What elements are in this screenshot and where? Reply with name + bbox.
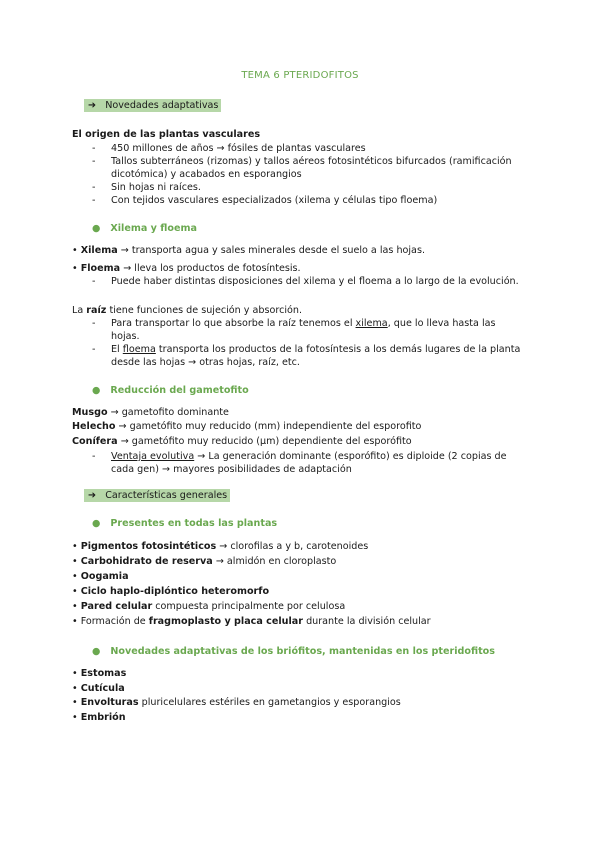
list-item: - Para transportar lo que absorbe la raíz tenemos el xilema, que lo lleva hasta las — [92, 318, 496, 329]
helecho-line: Helecho → gametófito muy reducido (mm) independiente del esporofito — [72, 421, 422, 432]
list-item: • Oogamia — [72, 571, 129, 582]
bullet-icon: ● — [92, 223, 101, 234]
list-item: - Tallos subterráneos (rizomas) y tallos aéreos fotosintéticos bifurcados (ramificación — [92, 156, 512, 167]
subheading-presentes: ● Presentes en todas las plantas — [92, 518, 278, 529]
list-item: • Formación de fragmoplasto y placa celular durante la división celular — [72, 616, 431, 627]
list-item: • Cutícula — [72, 683, 125, 694]
section-label: Características generales — [105, 490, 228, 501]
subheading-gametofito: ● Reducción del gametofito — [92, 385, 249, 396]
bullet-icon: ● — [92, 518, 101, 529]
origen-heading: El origen de las plantas vasculares — [72, 129, 261, 140]
raiz-line: La raíz tiene funciones de sujeción y absorción. — [72, 305, 303, 316]
list-item: • Ciclo haplo-diplóntico heteromorfo — [72, 586, 270, 597]
subheading-briofitos: ● Novedades adaptativas de los briófitos, mantenidas en los pteridofitos — [92, 646, 495, 657]
page-title: TEMA 6 PTERIDOFITOS — [241, 70, 359, 81]
list-item-continuation: cada gen) → mayores posibilidades de adaptación — [111, 464, 352, 475]
list-item: - El floema transporta los productos de la fotosíntesis a los demás lugares de la planta — [92, 344, 521, 355]
list-item: • Carbohidrato de reserva → almidón en cloroplasto — [72, 556, 337, 567]
list-item-continuation: desde las hojas → otras hojas, raíz, etc. — [111, 357, 300, 368]
list-item: • Estomas — [72, 668, 127, 679]
list-item-continuation: dicotómica) y acabados en esporangios — [111, 169, 302, 180]
list-item: - Con tejidos vasculares especializados (xilema y células tipo floema) — [92, 195, 438, 206]
section-label: Novedades adaptativas — [105, 100, 219, 111]
arrow-right-icon: ➔ — [88, 490, 97, 501]
list-item: - Ventaja evolutiva → La generación dominante (esporófito) es diploide (2 copias de — [92, 451, 507, 462]
bullet-icon: ● — [92, 646, 101, 657]
list-item: - Sin hojas ni raíces. — [92, 182, 201, 193]
list-item: • Embrión — [72, 712, 126, 723]
subheading-xilema-floema: ● Xilema y floema — [92, 223, 197, 234]
section-header-caracteristicas — [84, 490, 230, 501]
list-item: • Pigmentos fotosintéticos → clorofilas a y b, carotenoides — [72, 541, 369, 552]
list-item: - Puede haber distintas disposiciones del xilema y el floema a lo largo de la evolución. — [92, 276, 519, 287]
section-header-novedades — [84, 100, 221, 111]
list-item: - 450 millones de años → fósiles de plantas vasculares — [92, 143, 366, 154]
arrow-right-icon: ➔ — [88, 100, 97, 111]
list-item: • Envolturas pluricelulares estériles en gametangios y esporangios — [72, 697, 401, 708]
list-item-continuation: hojas. — [111, 331, 140, 342]
bullet-icon: ● — [92, 385, 101, 396]
xilema-line: • Xilema → transporta agua y sales minerales desde el suelo a las hojas. — [72, 245, 425, 256]
floema-line: • Floema → lleva los productos de fotosíntesis. — [72, 263, 301, 274]
musgo-line: Musgo → gametofito dominante — [72, 407, 229, 418]
list-item: • Pared celular compuesta principalmente por celulosa — [72, 601, 346, 612]
conifera-line: Conífera → gametófito muy reducido (µm) dependiente del esporófito — [72, 436, 412, 447]
